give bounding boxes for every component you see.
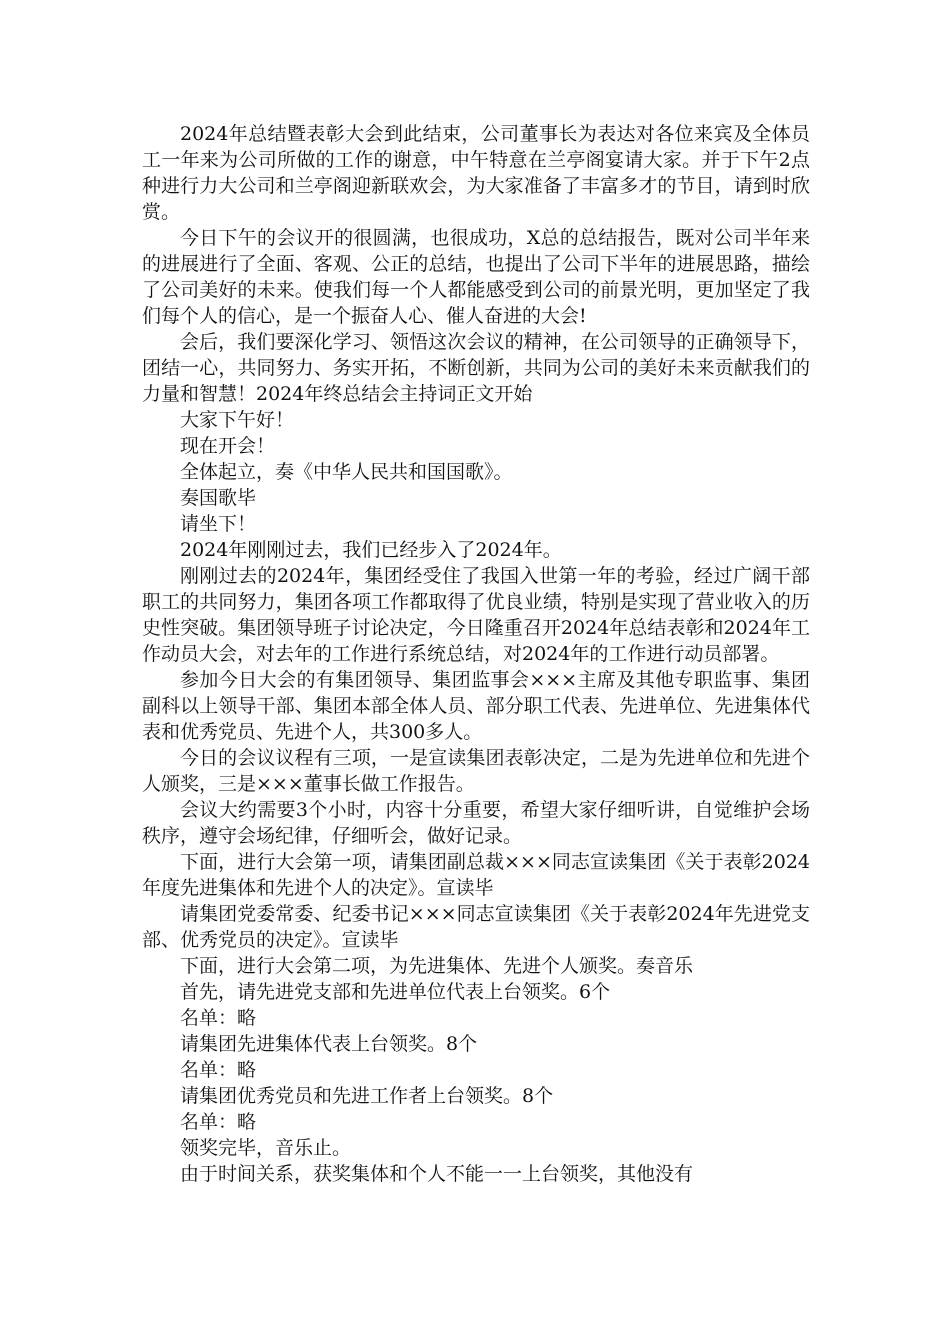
paragraph-duration: 会议大约需要3个小时，内容十分重要，希望大家仔细听讲，自觉维护会场秩序，遵守会场纪律，仔细听会，做好记录。 bbox=[142, 799, 810, 847]
line-member-award: 请集团优秀党员和先进工作者上台领奖。8个 bbox=[180, 1085, 554, 1107]
line-anthem-end: 奏国歌毕 bbox=[180, 487, 257, 509]
line-national-anthem: 全体起立，奏《中华人民共和国国歌》。 bbox=[180, 461, 513, 483]
paragraph-closing-summary: 2024年总结暨表彰大会到此结束，公司董事长为表达对各位来宾及全体员工一年来为公司所做的工作的谢意，中午特意在兰亭阁宴请大家。并于下午2点种进行力大公司和兰亭阁迎新联欢会，为大家准备了丰富多才的节目，请到时欣赏。 bbox=[142, 123, 810, 223]
paragraph-agenda: 今日的会议议程有三项，一是宣读集团表彰决定，二是为先进单位和先进个人颁奖，三是×××董事长做工作报告。 bbox=[142, 747, 810, 795]
line-award-complete: 领奖完毕，音乐止。 bbox=[180, 1137, 352, 1159]
line-item-two: 下面，进行大会第二项，为先进集体、先进个人颁奖。奏音乐 bbox=[180, 955, 694, 977]
paragraph-past-year: 刚刚过去的2024年，集团经受住了我国入世第一年的考验，经过广阔干部职工的共同努力，集团各项工作都取得了优良业绩，特别是实现了营业收入的历史性突破。集团领导班子讨论决定，今日隆重召开2024年总结表彰和2024年工作动员大会，对去年的工作进行系统总结，对2024年的工作进行动员部署。 bbox=[142, 565, 810, 665]
paragraph-party-decision: 请集团党委常委、纪委书记×××同志宣读集团《关于表彰2024年先进党支部、优秀党员的决定》。宣读毕 bbox=[142, 903, 810, 951]
line-open-meeting: 现在开会！ bbox=[180, 435, 276, 457]
paragraph-attendees: 参加今日大会的有集团领导、集团监事会×××主席及其他专职监事、集团副科以上领导干部、集团本部全体人员、部分职工代表、先进单位、先进集体代表和优秀党员、先进个人，共300多人。 bbox=[142, 669, 810, 743]
document-body bbox=[142, 121, 810, 1187]
line-list-omitted-1: 名单：略 bbox=[180, 1007, 257, 1029]
line-list-omitted-3: 名单：略 bbox=[180, 1111, 257, 1133]
paragraph-after-meeting: 会后，我们要深化学习、领悟这次会议的精神，在公司领导的正确领导下，团结一心，共同努力、务实开拓，不断创新，共同为公司的美好未来贡献我们的力量和智慧！2024年终总结会主持词正文开始 bbox=[142, 331, 810, 405]
line-first-award: 首先，请先进党支部和先进单位代表上台领奖。6个 bbox=[180, 981, 611, 1003]
line-new-year: 2024年刚刚过去，我们已经步入了2024年。 bbox=[180, 539, 562, 561]
line-time-constraint: 由于时间关系，获奖集体和个人不能一一上台领奖，其他没有 bbox=[180, 1163, 694, 1185]
line-collective-award: 请集团先进集体代表上台领奖。8个 bbox=[180, 1033, 478, 1055]
paragraph-item-one: 下面，进行大会第一项，请集团副总裁×××同志宣读集团《关于表彰2024年度先进集体和先进个人的决定》。宣读毕 bbox=[142, 851, 810, 899]
line-list-omitted-2: 名单：略 bbox=[180, 1059, 257, 1081]
line-greeting: 大家下午好！ bbox=[180, 409, 295, 431]
line-please-sit: 请坐下！ bbox=[180, 513, 257, 535]
paragraph-meeting-review: 今日下午的会议开的很圆满，也很成功，X总的总结报告，既对公司半年来的进展进行了全面、客观、公正的总结，也提出了公司下半年的进展思路，描绘了公司美好的未来。使我们每一个人都能感受到公司的前景光明，更加坚定了我们每个人的信心，是一个振奋人心、催人奋进的大会! bbox=[142, 227, 810, 327]
